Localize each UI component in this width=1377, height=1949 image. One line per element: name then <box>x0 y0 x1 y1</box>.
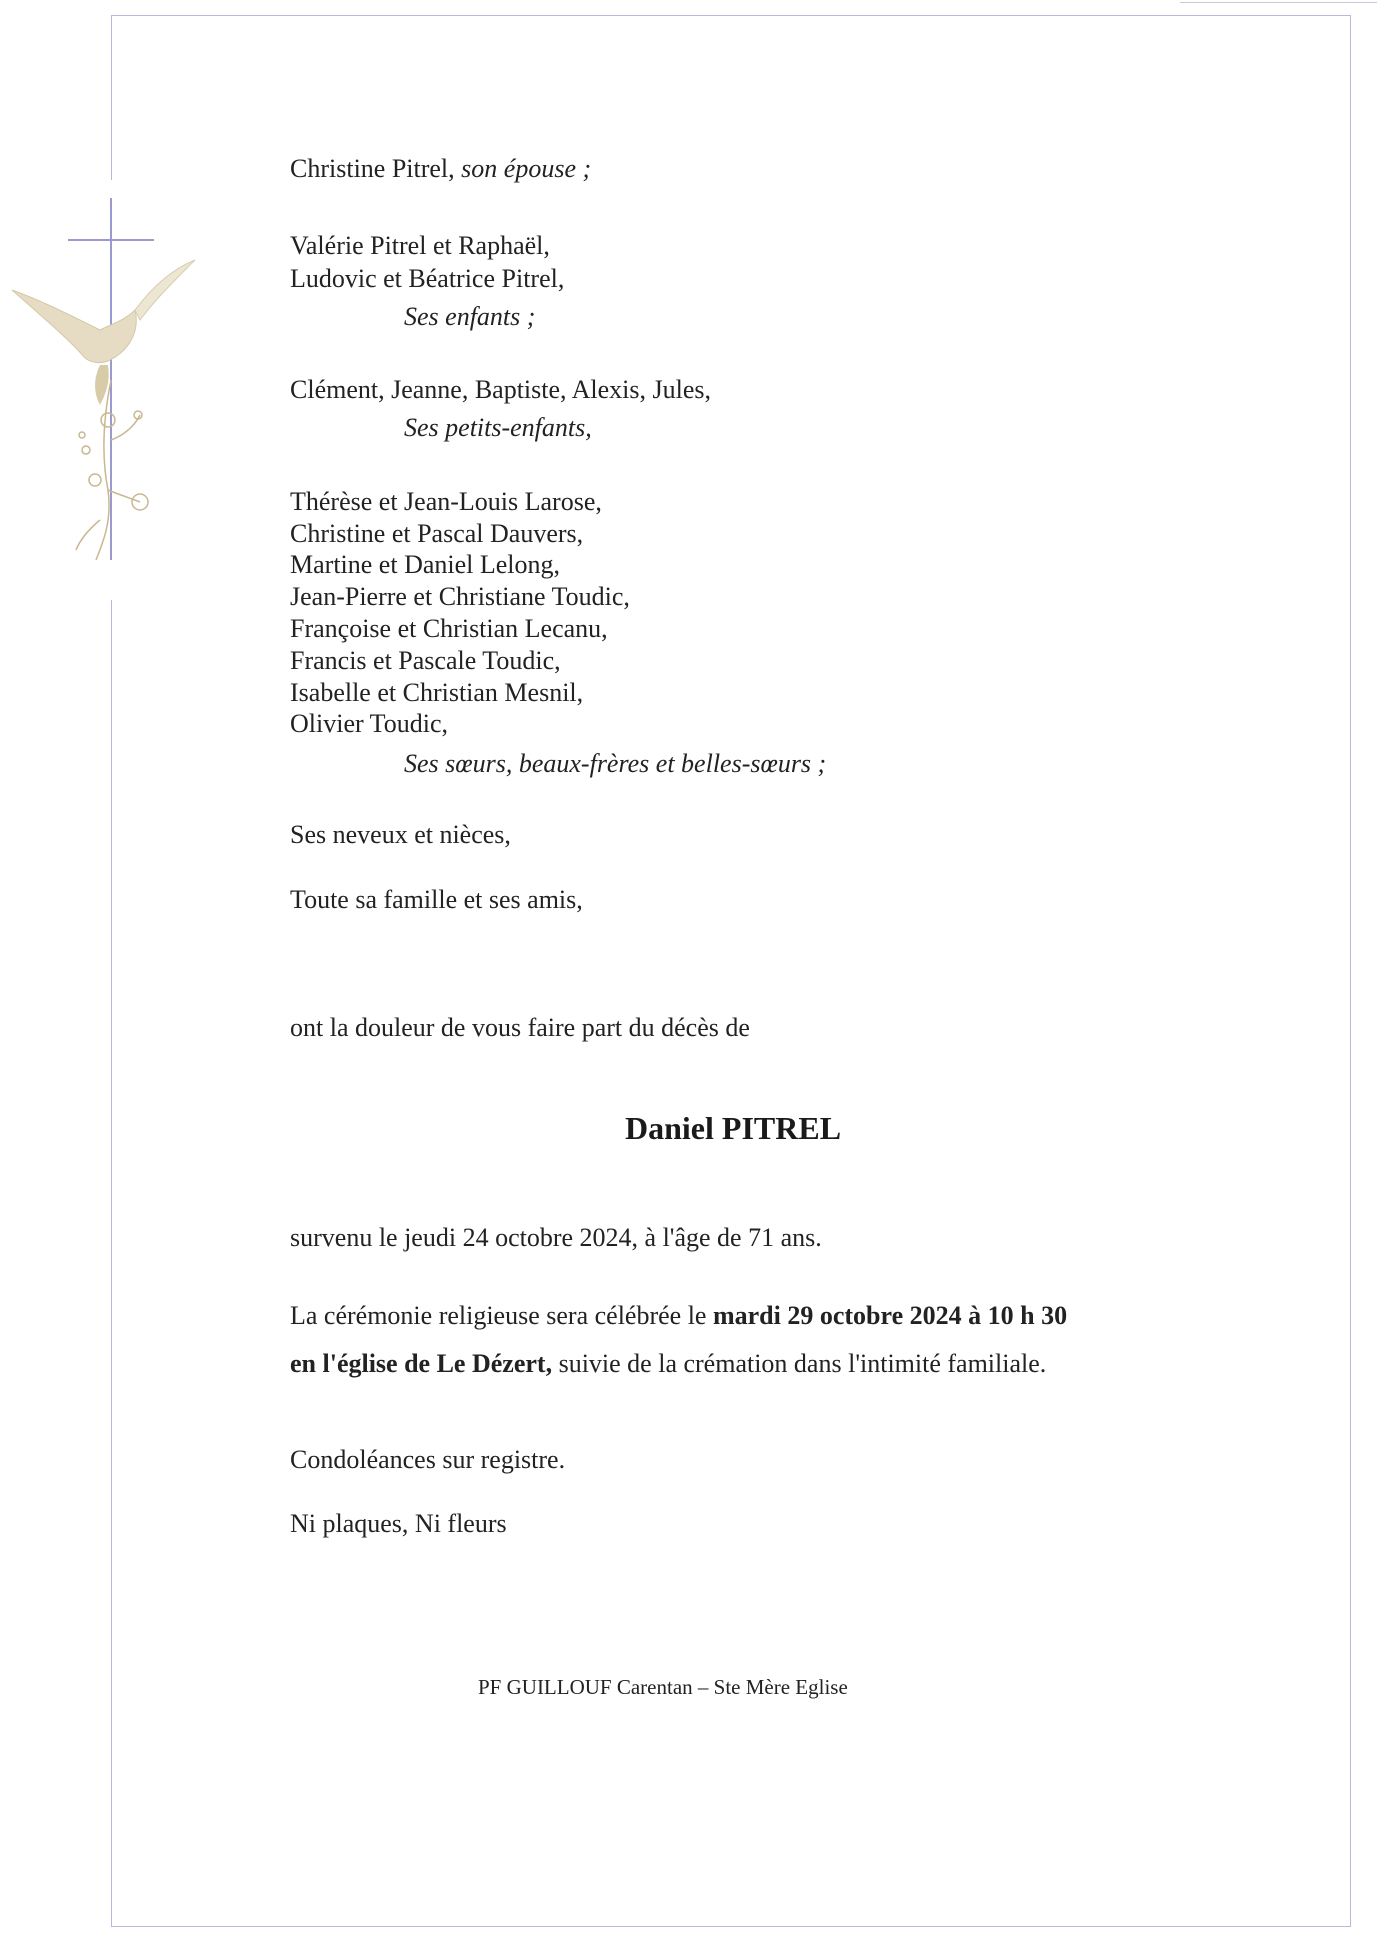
no-flowers: Ni plaques, Ni fleurs <box>290 1509 507 1538</box>
ceremony-suffix: suivie de la crémation dans l'intimité familiale. <box>552 1349 1047 1378</box>
sibling-7: Isabelle et Christian Mesnil, <box>290 678 584 707</box>
grandchildren: Clément, Jeanne, Baptiste, Alexis, Jules, <box>290 375 711 404</box>
child-2: Ludovic et Béatrice Pitrel, <box>290 264 565 293</box>
child-1: Valérie Pitrel et Raphaël, <box>290 231 550 260</box>
death-info: survenu le jeudi 24 octobre 2024, à l'âge de 71 ans. <box>290 1223 822 1252</box>
sibling-6: Francis et Pascale Toudic, <box>290 646 561 675</box>
family-line: Toute sa famille et ses amis, <box>290 885 583 914</box>
spouse-name: Christine Pitrel, <box>290 154 455 183</box>
grandchildren-role: Ses petits-enfants, <box>404 413 592 442</box>
sibling-8: Olivier Toudic, <box>290 709 449 738</box>
condolences: Condoléances sur registre. <box>290 1445 566 1474</box>
funeral-home: PF GUILLOUF Carentan – Ste Mère Eglise <box>478 1675 848 1699</box>
announcement: ont la douleur de vous faire part du décès de <box>290 1013 750 1042</box>
sibling-4: Jean-Pierre et Christiane Toudic, <box>290 582 630 611</box>
ceremony-prefix: La cérémonie religieuse sera célébrée le <box>290 1301 713 1330</box>
sibling-1: Thérèse et Jean-Louis Larose, <box>290 487 602 516</box>
sibling-2: Christine et Pascal Dauvers, <box>290 519 584 548</box>
ceremony-line-1 <box>290 1300 1067 1331</box>
deceased-name: Daniel PITREL <box>625 1110 842 1146</box>
spouse-line <box>290 153 591 184</box>
ceremony-date: mardi 29 octobre 2024 à 10 h 30 <box>712 1301 1068 1330</box>
spouse-role: son épouse ; <box>461 154 592 183</box>
sibling-3: Martine et Daniel Lelong, <box>290 550 561 579</box>
nephews-line: Ses neveux et nièces, <box>290 820 511 849</box>
cross-dove-ornament <box>0 190 200 570</box>
siblings-role: Ses sœurs, beaux-frères et belles-sœurs ; <box>404 749 827 778</box>
ceremony-line-2 <box>290 1348 1046 1379</box>
ceremony-place: en l'église de Le Dézert, <box>290 1349 553 1378</box>
page-frame <box>111 15 1351 1927</box>
dove-icon <box>12 260 195 405</box>
children-role: Ses enfants ; <box>404 302 536 331</box>
top-edge-line <box>1180 2 1377 3</box>
sibling-5: Françoise et Christian Lecanu, <box>290 614 608 643</box>
